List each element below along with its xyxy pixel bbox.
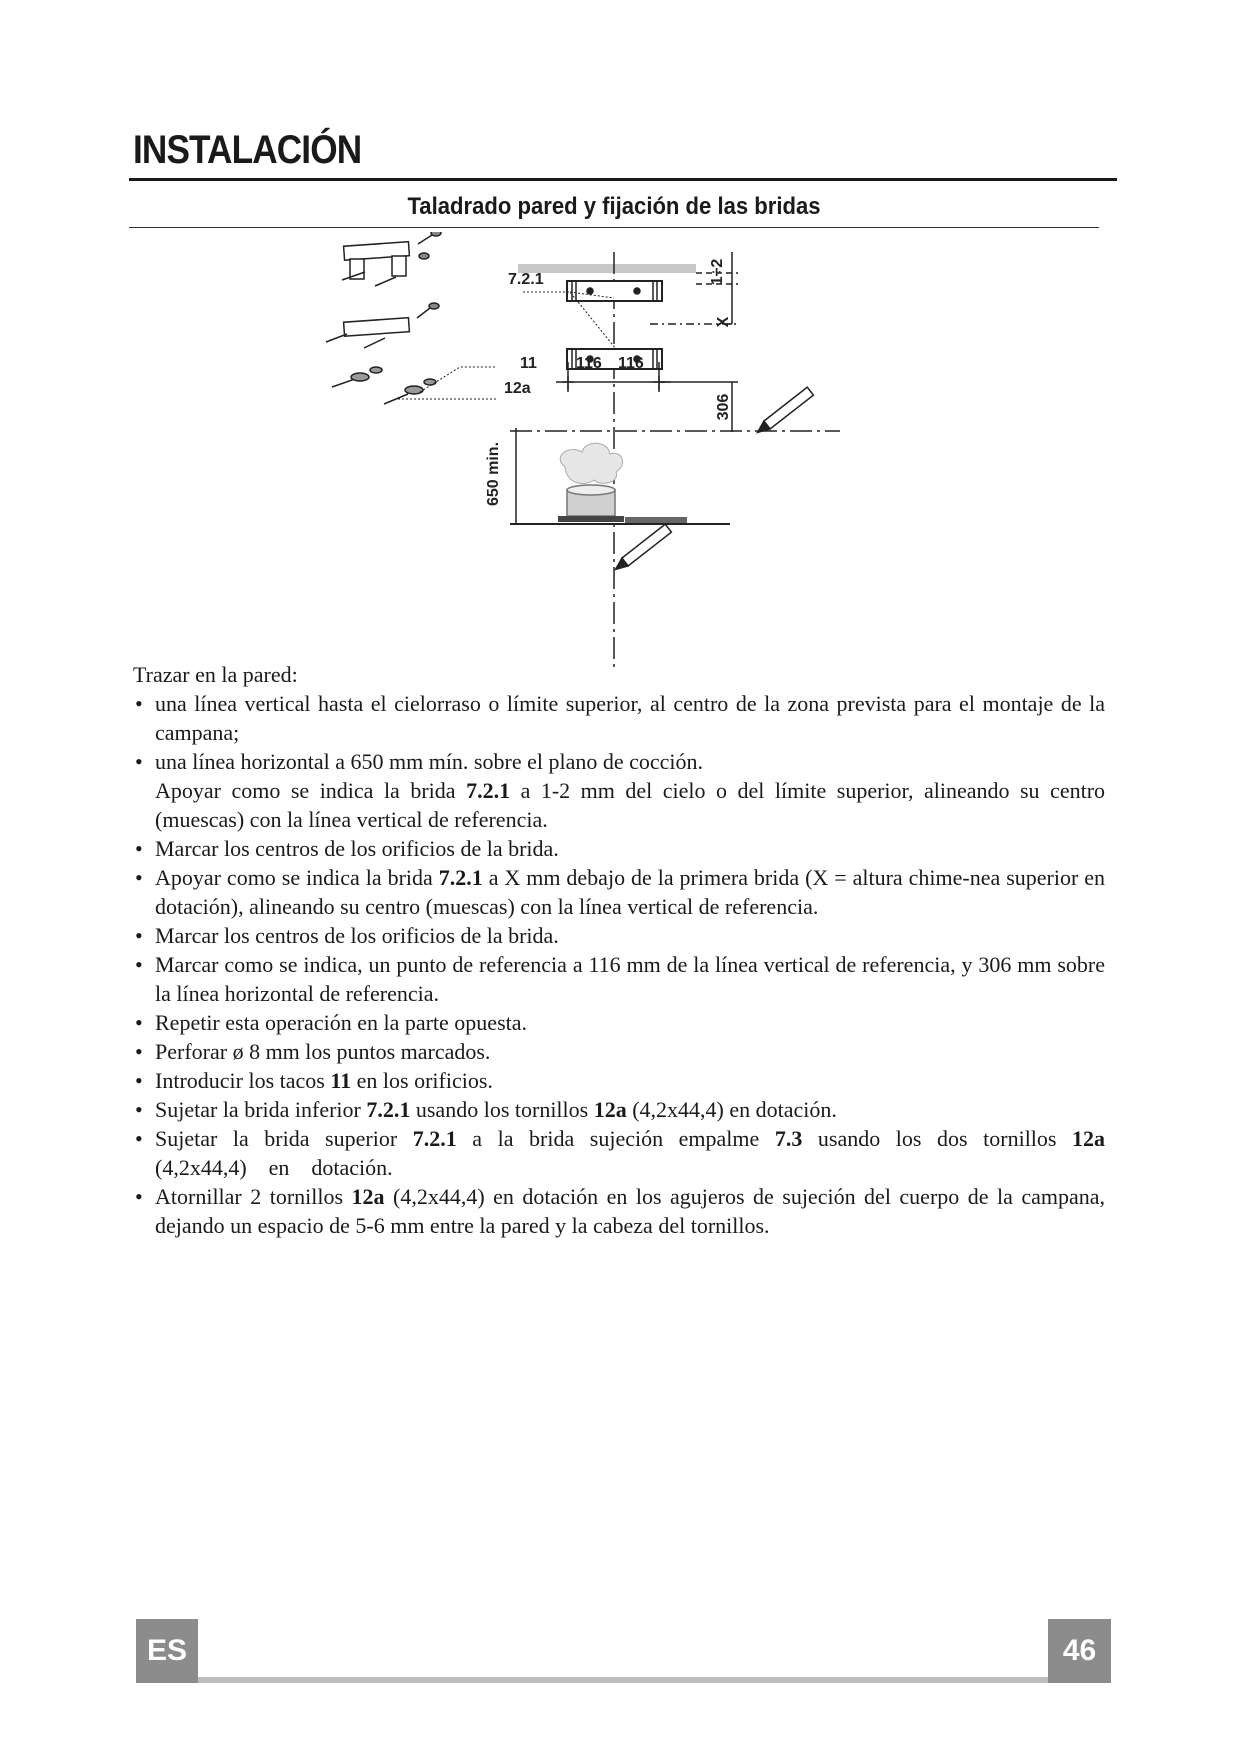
intro-text: Trazar en la pared: <box>133 662 298 687</box>
list-item: • Repetir esta operación en la parte opuesta. <box>133 1008 1105 1037</box>
wall-plugs-and-screws <box>332 367 496 404</box>
label-x: X <box>715 316 732 328</box>
label-116-right: 116 <box>618 355 644 372</box>
list-item: • Introducir los tacos 11 en los orificios. <box>133 1066 1105 1095</box>
installation-diagram <box>320 232 860 667</box>
list-item: • Apoyar como se indica la brida 7.2.1 a X mm debajo de la primera brida (X = altura chime-nea superior en dotación), alineando su centro (muescas) con la línea vertical de referencia. <box>133 863 1105 921</box>
list-item: • una línea horizontal a 650 mm mín. sobre el plano de cocción. <box>133 747 1105 776</box>
label-306: 306 <box>715 393 732 421</box>
bracket-parts-upper <box>342 232 441 286</box>
list-item: • una línea vertical hasta el cielorraso o límite superior, al centro de la zona prevista para el montaje de la campana; <box>133 689 1105 747</box>
label-gap: 1÷2 <box>709 258 726 286</box>
label-screw-12a: 12a <box>504 380 531 397</box>
pencil-upper <box>754 387 813 436</box>
footer-bar <box>136 1619 1111 1683</box>
list-item: • Sujetar la brida superior 7.2.1 a la brida sujeción empalme 7.3 usando los dos tornillos 12a (4,2x44,4) en dotación. <box>133 1124 1105 1182</box>
bracket-top <box>567 281 662 301</box>
instruction-list <box>133 689 1105 1240</box>
language-tab: ES <box>136 1619 198 1683</box>
ceiling-plate <box>518 264 696 273</box>
list-item: • Marcar los centros de los orificios de la brida. <box>133 921 1105 950</box>
label-650-min: 650 min. <box>485 441 502 507</box>
label-116-left: 116 <box>576 355 602 372</box>
list-item: • Sujetar la brida inferior 7.2.1 usando los tornillos 12a (4,2x44,4) en dotación. <box>133 1095 1105 1124</box>
subtitle-rule <box>129 227 1099 228</box>
instructions <box>133 660 1105 1240</box>
list-item-continuation: Apoyar como se indica la brida 7.2.1 a 1-2 mm del cielo o del límite superior, alineando su centro (muescas) con la línea vertical de referencia. <box>155 778 1106 832</box>
list-item: • Perforar ø 8 mm los puntos marcados. <box>133 1037 1105 1066</box>
page-title: INSTALACIÓN <box>133 128 362 172</box>
section-subtitle: Taladrado pared y fijación de las bridas <box>407 193 821 220</box>
page-number: 46 <box>1048 1619 1111 1683</box>
list-item: • Marcar los centros de los orificios de la brida. <box>133 834 1105 863</box>
list-item: • Atornillar 2 tornillos 12a (4,2x44,4) en dotación en los agujeros de sujeción del cuerpo de la campana, dejando un espacio de 5-6 mm entre la pared y la cabeza del tornillos. <box>133 1182 1105 1240</box>
bracket-parts-lower <box>326 303 439 348</box>
title-rule <box>129 178 1117 181</box>
label-bracket-721: 7.2.1 <box>508 271 544 288</box>
list-item: • Marcar como se indica, un punto de referencia a 116 mm de la línea vertical de referencia, y 306 mm sobre la línea horizontal de referencia. <box>133 950 1105 1008</box>
label-plug-11: 11 <box>520 355 537 372</box>
pencil-lower <box>612 524 671 573</box>
